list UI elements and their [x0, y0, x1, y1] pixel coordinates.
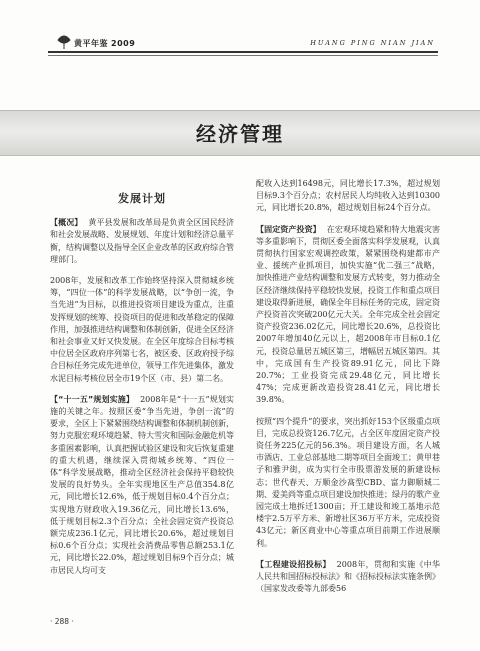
chapter-title: 经济管理: [196, 122, 284, 146]
right-column: [256, 178, 440, 596]
paragraph-key-projects: 按照“四个提升”的要求，突出抓好153个区级重点项目，完成总投资126.7亿元，占全区年度固定资产投资任务225亿元的56.3%。项目建设方面，名人城市酒店、工业总部基地二期等项目全面竣工；黄甲巷子和雅尹街，成为实行全市股票游发展的新建设标志；世代春天、万顺金沙髙型CBD、富力御顺城二期、爱美尚等重点项目建设加快推进；绿丹的歌产业园完成土地拆迁1300亩；开工建设和竣工基地示范楼宇2.5万平方米、新增社区36万平方米，完成投资43亿元；新区商业中心等重点项目前期工作进展顺利。: [256, 416, 440, 548]
paragraph-five-year-plan: 【“十一五”规划实施】 2008年是“十一五”规划实施的关键之年。按照区委“争当先进，争创一流”的要求，全区上下紧紧围绕结构调整和体制机制创新，努力克服宏观环境趋紧、特大雪灾和国际金融危机等多重困素影响，认真把握试验区建设和灾后恢复重建的重大机遇，继续深入贯彻城乡统筹、“四位一体”科学发展战略，推动全区经济社会保持平稳较快发展的良好势头。全年实现地区生产总值354.8亿元，同比增长12.6%，低于规划目标0.4个百分点；实现地方财政收入19.36亿元，同比增长13.6%，低于规划目标2.3个百分点；全社会固定资产投资总额完成236.1亿元，同比增长20.6%，超过规划目标0.6个百分点；实现社会消费品零售总额253.1亿元，同比增长22.0%，超过规划目标9个百分点；城市居民人均可支: [50, 394, 234, 575]
header-rule-thin: [48, 55, 438, 56]
entry-tag: 【工程建设招投标】: [256, 559, 331, 569]
paragraph-overview: 【概况】 黄平县发展和改革局是负责全区国民经济和社会发展战略、发展规划、年度计划和经济总量平衡，结构调整以及指导全区企业改革的区政府综合管理部门。: [50, 218, 235, 264]
paragraph-continued: 配收入达到16498元，同比增长17.3%，超过规划目标9.3个百分点；农村居民人均纯收入达到10300元，同比增长20.8%，超过规划目标24个百分点。: [256, 179, 440, 213]
left-column: [50, 193, 234, 577]
header-rule: [48, 51, 438, 53]
entry-tag: 【“十一五”规划实施】: [50, 394, 135, 404]
yearbook-pinyin: HUANG PING NIAN JIAN: [310, 39, 435, 47]
running-header: [0, 0, 480, 62]
section-heading: 发展计划: [118, 192, 166, 205]
entry-tag: 【固定资产投资】: [256, 224, 321, 234]
paragraph-2008-work: 2008年，发展和改革工作始终坚持深入贯彻城乡统筹，“四位一体”的科学发展战略，以“争创一流，争当先进”为目标，以推进投资项目建设为重点，注重发挥规划的统筹、投资项目的促进和改革稳定的保障作用，加强推进结构调整和体制创新，促进全区经济和社会事业又好又快发展。在全区年度综合目标考核中位居全区政府序列第七名，被区委、区政府授予综合目标任务完成先进单位，领导工作先进集体，激发水泥目标考核位居全市19个区（市、县）第二名。: [50, 276, 234, 383]
paragraph-bidding: 【工程建设招投标】 2008年，贯彻和实施《中华人民共和国招标投标法》和《招标投标法实施条例》（国家发改委等九部委56: [256, 559, 440, 594]
page-number: · 288 ·: [50, 617, 74, 626]
ginkgo-leaf-icon: [56, 34, 72, 50]
yearbook-brand: 黄平年鉴 2009: [74, 39, 136, 48]
entry-tag: 【概况】: [50, 218, 83, 228]
paragraph-fixed-investment: 【固定资产投资】 在宏观环境趋紧和特大地震灾害等多重影响下，贯彻区委全面落实科学发展观，认真贯彻执行国家宏观调控政策，紧紧围绕构建都市产业、援统产业抓项目，加快实施“优二强三”战略，加快推进产业结构调整和发展方式转变，努力推动全区经济继续保持平稳较快发展，投资工作和重点项目建设取得新进展，确保全年目标任务的完成，固定资产投资首次突破200亿元大关。全年完成全社会固定资产投资236.02亿元，同比增长20.6%，总投资比2007年增加40亿元以上，超2008年市目标0.1亿元，投资总量居五城区第三，增幅居五城区第四。其中，完成国有生产投资89.91亿元，同比下降20.7%；工业投资完成29.48亿元，同比增长47%；完成更新改造投资28.41亿元，同比增长39.8%。: [256, 224, 441, 405]
